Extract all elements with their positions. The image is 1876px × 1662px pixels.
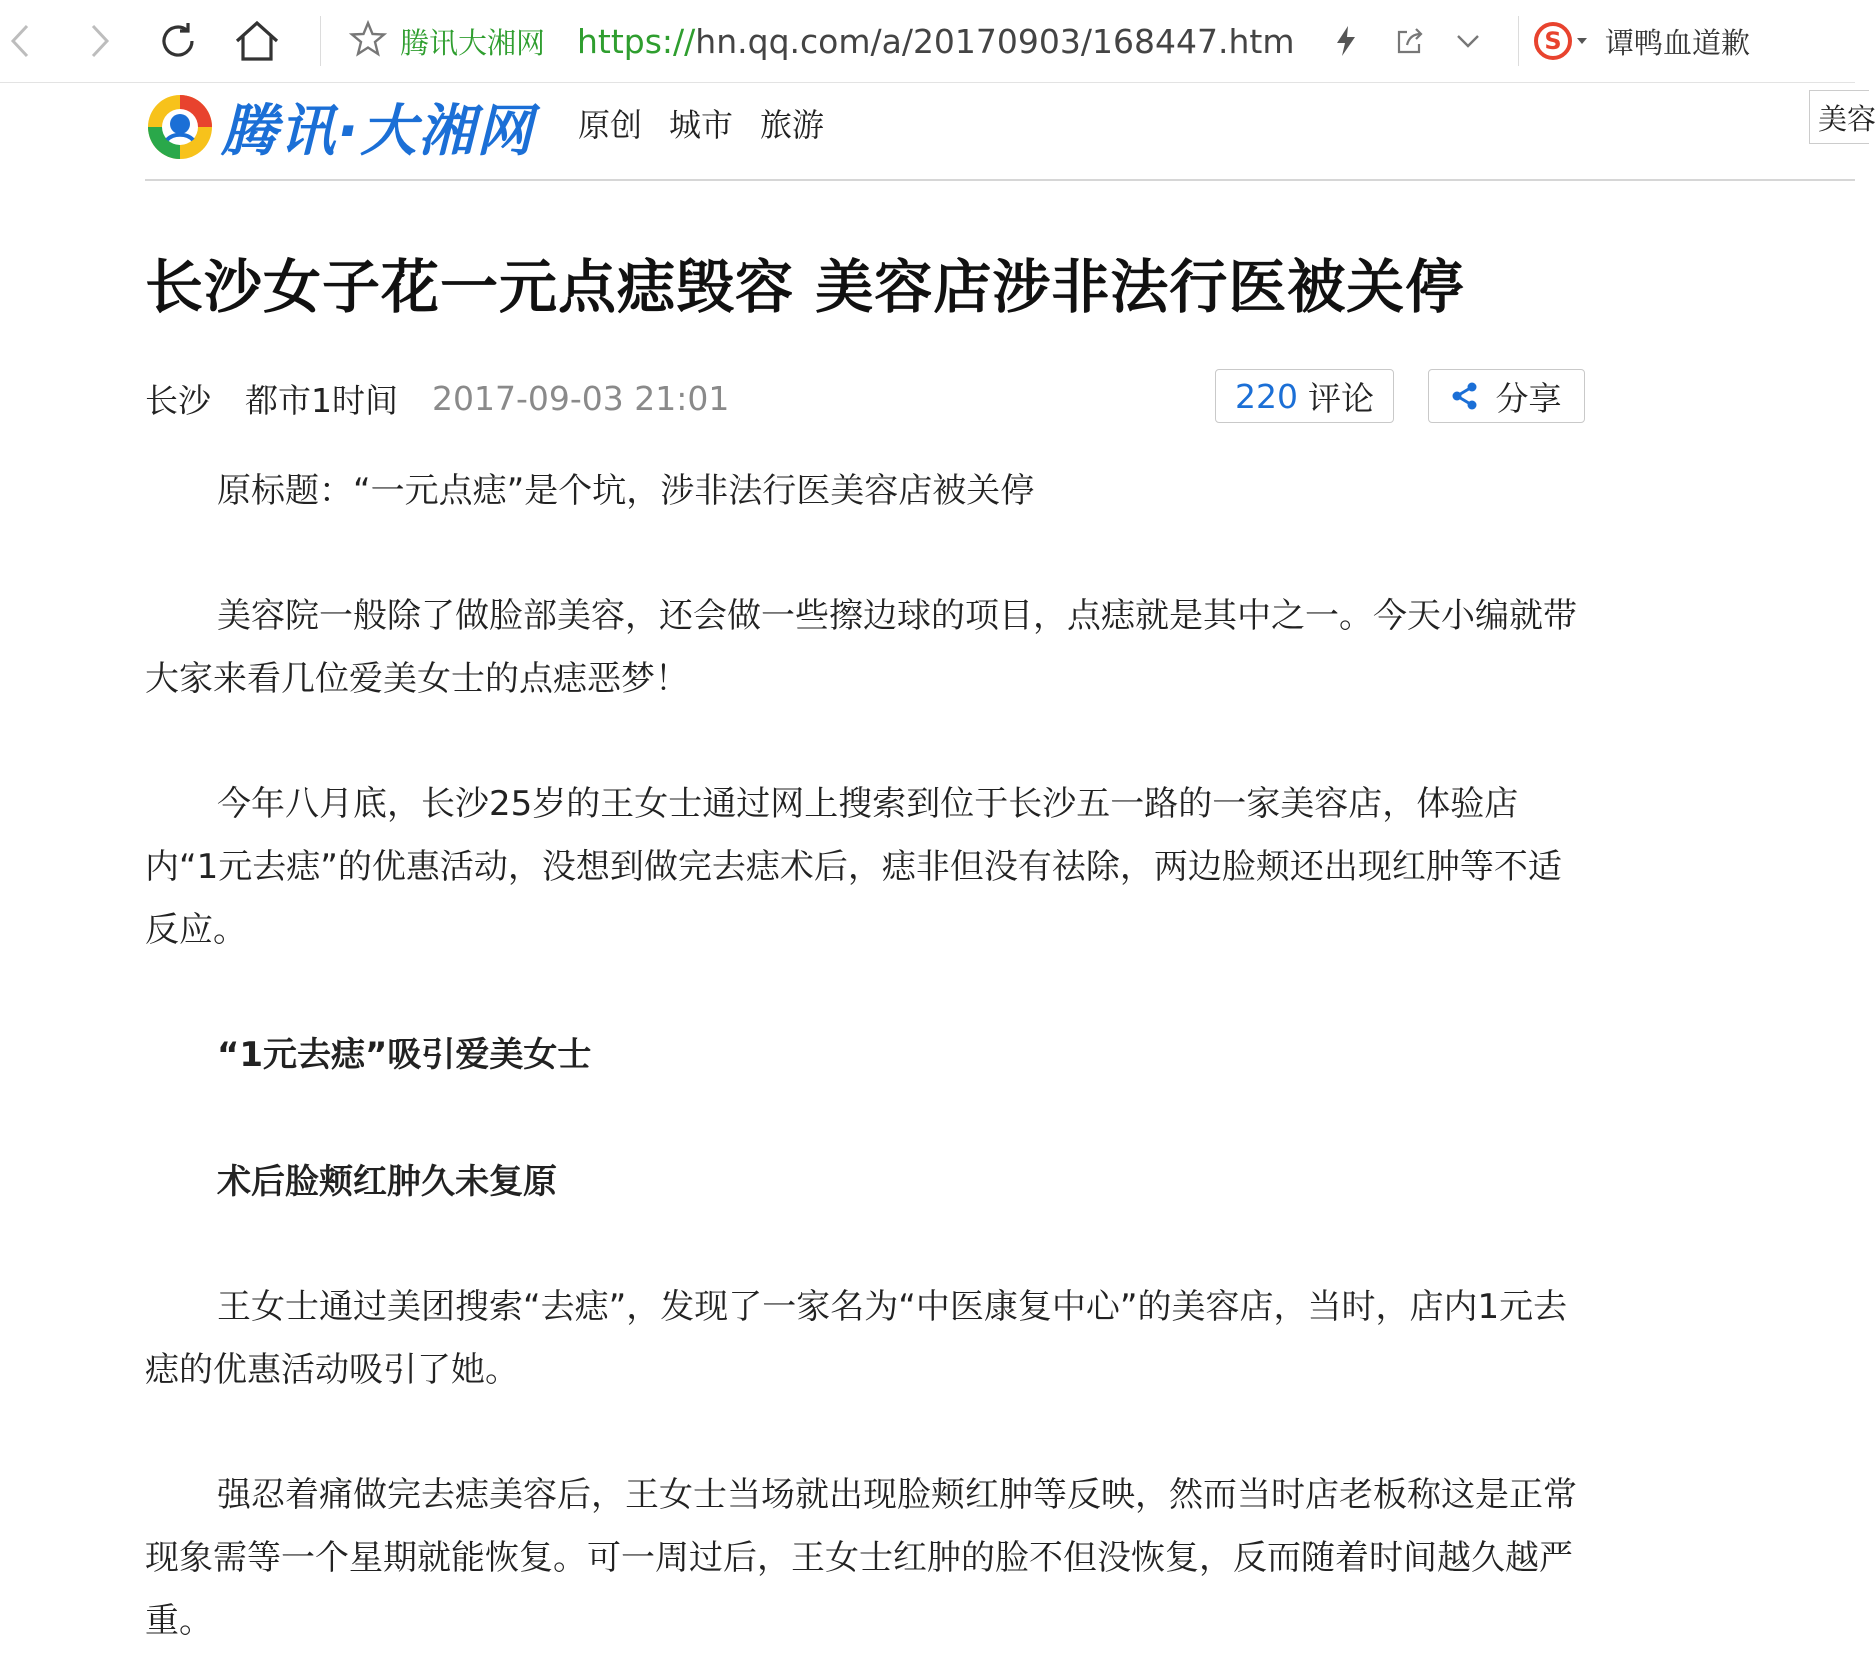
lightning-icon[interactable] — [1330, 0, 1362, 82]
logo-mark-icon — [145, 92, 215, 162]
article-source[interactable]: 都市1时间 — [245, 381, 398, 420]
toolbar-separator — [320, 16, 321, 66]
article-paragraph: 今年八月底，长沙25岁的王女士通过网上搜索到位于长沙五一路的一家美容店，体验店内“1元去痣”的优惠活动，没想到做完去痣术后，痣非但没有祛除，两边脸颊还出现红肿等不适反应。 — [145, 784, 1562, 950]
url-scheme: https:// — [577, 21, 696, 61]
sogou-search-icon[interactable] — [1532, 0, 1592, 82]
share-button[interactable] — [1428, 369, 1585, 423]
home-icon[interactable] — [232, 0, 282, 82]
browser-toolbar — [0, 0, 1855, 83]
article-subheading: “1元去痣”吸引爱美女士 — [217, 1035, 592, 1075]
toolbar-separator — [1518, 16, 1519, 66]
share-label: 分享 — [1495, 378, 1562, 418]
share-out-icon[interactable] — [1392, 0, 1428, 82]
comment-label: 评论 — [1308, 378, 1374, 418]
header-divider — [145, 179, 1855, 181]
nav-item-original[interactable]: 原创 — [578, 106, 643, 144]
forward-icon[interactable] — [80, 0, 120, 82]
site-logo[interactable] — [145, 92, 534, 162]
article-paragraph: 美容院一般除了做脸部美容，还会做一些擦边球的项目，点痣就是其中之一。今天小编就带大家来看几位爱美女士的点痣恶梦！ — [145, 596, 1577, 699]
article-body — [145, 460, 1585, 1653]
article-subheading: 术后脸颊红肿久未复原 — [217, 1162, 557, 1202]
article-paragraph: 王女士通过美团搜索“去痣”，发现了一家名为“中医康复中心”的美容店，当时，店内1元去痣的优惠活动吸引了她。 — [145, 1287, 1568, 1390]
hot-search-word[interactable]: 谭鸭血道歉 — [1605, 25, 1751, 60]
article-paragraph: 强忍着痛做完去痣美容后，王女士当场就出现脸颊红肿等反映，然而当时店老板称这是正常现象需等一个星期就能恢复。可一周过后，王女士红肿的脸不但没恢复，反而随着时间越久越严重。 — [145, 1475, 1577, 1641]
article-title: 长沙女子花一元点痣毁容 美容店涉非法行医被关停 — [145, 253, 1465, 321]
article-city[interactable]: 长沙 — [145, 381, 211, 420]
svg-text:S: S — [1544, 27, 1562, 55]
url-path: hn.qq.com/a/20170903/168447.htm — [695, 21, 1295, 61]
chevron-down-icon[interactable] — [1453, 0, 1483, 82]
refresh-icon[interactable] — [155, 0, 201, 82]
article-paragraph: 原标题：“一元点痣”是个坑，涉非法行医美容店被关停 — [217, 471, 1035, 511]
back-icon[interactable] — [0, 0, 40, 82]
nav-item-city[interactable]: 城市 — [669, 106, 734, 144]
site-nav — [578, 100, 824, 146]
comment-count: 220 — [1235, 376, 1298, 416]
logo-text: 腾讯·大湘网 — [221, 99, 535, 164]
site-name: 腾讯大湘网 — [400, 25, 546, 60]
share-icon — [1452, 382, 1478, 410]
comment-button[interactable] — [1215, 369, 1394, 423]
site-identity[interactable] — [350, 0, 545, 82]
bookmark-star-icon[interactable] — [350, 21, 386, 61]
nav-item-travel[interactable]: 旅游 — [760, 106, 825, 144]
article-meta — [145, 375, 729, 422]
side-tab[interactable]: 美容 — [1809, 90, 1869, 144]
article-datetime: 2017-09-03 21:01 — [432, 379, 730, 418]
address-bar[interactable] — [577, 0, 1295, 82]
